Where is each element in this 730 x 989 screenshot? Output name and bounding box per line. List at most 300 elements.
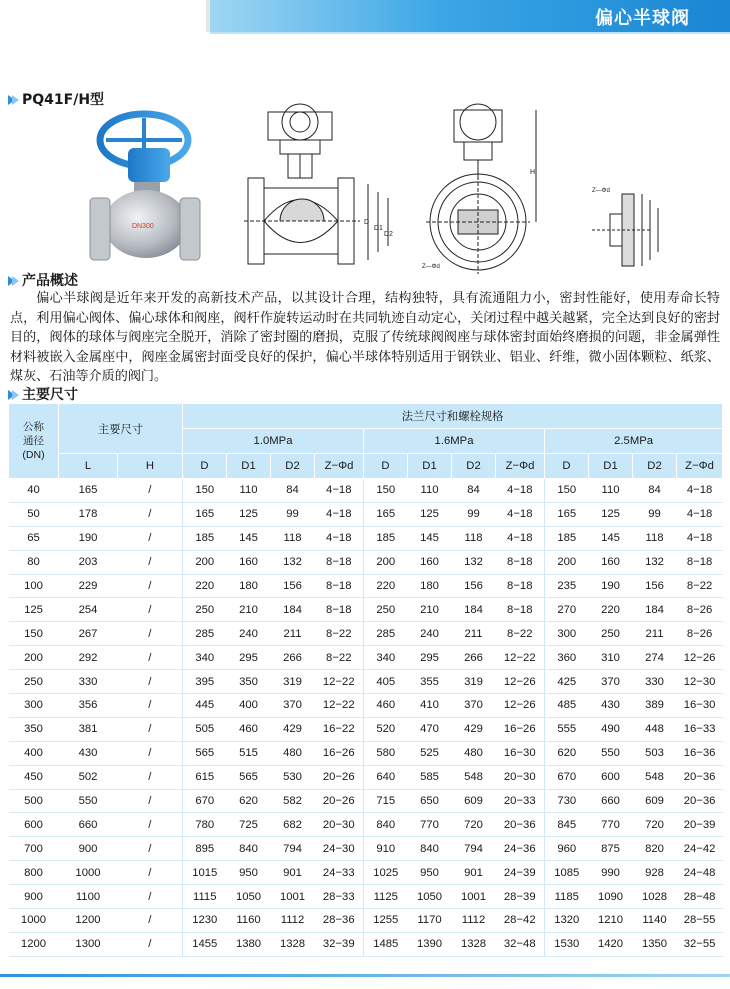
label-d2: D2	[384, 231, 393, 238]
table-cell: 1328	[271, 932, 315, 956]
table-cell: 20−36	[496, 813, 545, 837]
table-cell: 8−18	[496, 550, 545, 574]
table-cell: 20−33	[496, 789, 545, 813]
dimensions-heading	[8, 384, 78, 404]
table-cell: 165	[59, 479, 118, 503]
table-cell: 240	[227, 622, 271, 646]
table-cell: /	[118, 909, 183, 933]
table-cell: 250	[364, 598, 408, 622]
table-cell: 548	[452, 765, 496, 789]
cell-dn: 600	[9, 813, 59, 837]
table-row	[9, 646, 723, 670]
table-cell: 32−55	[677, 932, 723, 956]
table-cell: 1085	[545, 861, 589, 885]
arrow-bullet-icon	[8, 389, 19, 400]
table-cell: 682	[271, 813, 315, 837]
table-cell: 267	[59, 622, 118, 646]
table-cell: 295	[227, 646, 271, 670]
table-row	[9, 813, 723, 837]
product-photo	[84, 106, 202, 276]
table-cell: 20−30	[496, 765, 545, 789]
cell-dn: 700	[9, 837, 59, 861]
table-cell: 150	[183, 479, 227, 503]
table-cell: 220	[183, 574, 227, 598]
table-cell: 845	[545, 813, 589, 837]
table-cell: 4−18	[677, 526, 723, 550]
table-cell: 178	[59, 502, 118, 526]
table-cell: 1050	[408, 885, 452, 909]
table-cell: 389	[633, 694, 677, 718]
dimensions-heading-label: 主要尺寸	[22, 387, 78, 403]
label-flange-bolts: Z—Φd	[592, 188, 610, 194]
flange-detail-drawing	[592, 186, 680, 276]
table-cell: 110	[589, 479, 633, 503]
table-cell: 28−36	[315, 909, 364, 933]
table-cell: 160	[589, 550, 633, 574]
table-cell: 200	[364, 550, 408, 574]
table-cell: 110	[408, 479, 452, 503]
table-cell: 200	[183, 550, 227, 574]
pressure-header-2: 1.6MPa	[364, 429, 545, 454]
table-cell: 8−18	[496, 574, 545, 598]
table-cell: 520	[364, 717, 408, 741]
table-cell: 28−33	[315, 885, 364, 909]
table-cell: 730	[545, 789, 589, 813]
table-cell: 165	[183, 502, 227, 526]
table-cell: 550	[589, 741, 633, 765]
table-cell: 1390	[408, 932, 452, 956]
table-cell: 4−18	[315, 526, 364, 550]
table-cell: /	[118, 789, 183, 813]
table-cell: 1185	[545, 885, 589, 909]
footer-divider	[0, 974, 730, 977]
table-cell: 160	[408, 550, 452, 574]
table-cell: 1350	[633, 932, 677, 956]
table-cell: 8−22	[315, 622, 364, 646]
col-d2: D2	[271, 454, 315, 479]
table-cell: 460	[364, 694, 408, 718]
table-cell: 400	[227, 694, 271, 718]
table-cell: 990	[589, 861, 633, 885]
table-cell: /	[118, 479, 183, 503]
table-cell: 4−18	[496, 526, 545, 550]
table-cell: /	[118, 526, 183, 550]
table-cell: /	[118, 885, 183, 909]
table-cell: 1000	[59, 861, 118, 885]
table-cell: 650	[408, 789, 452, 813]
table-cell: 4−18	[315, 479, 364, 503]
table-cell: 410	[408, 694, 452, 718]
cell-dn: 800	[9, 861, 59, 885]
table-cell: 615	[183, 765, 227, 789]
table-cell: 210	[408, 598, 452, 622]
table-cell: 145	[408, 526, 452, 550]
table-cell: 20−30	[315, 813, 364, 837]
table-cell: 620	[227, 789, 271, 813]
table-row	[9, 622, 723, 646]
table-cell: 429	[452, 717, 496, 741]
table-cell: 794	[271, 837, 315, 861]
table-cell: 1001	[452, 885, 496, 909]
table-cell: 220	[364, 574, 408, 598]
table-cell: 1001	[271, 885, 315, 909]
table-cell: 585	[408, 765, 452, 789]
table-cell: 525	[408, 741, 452, 765]
cell-dn: 100	[9, 574, 59, 598]
table-cell: 180	[408, 574, 452, 598]
overview-heading-label: 产品概述	[22, 273, 78, 289]
table-cell: 720	[452, 813, 496, 837]
table-cell: 370	[589, 670, 633, 694]
table-cell: 8−18	[315, 598, 364, 622]
table-cell: 490	[589, 717, 633, 741]
table-cell: 340	[364, 646, 408, 670]
table-cell: 330	[633, 670, 677, 694]
table-cell: 156	[633, 574, 677, 598]
cell-dn: 40	[9, 479, 59, 503]
table-cell: 670	[545, 765, 589, 789]
table-cell: 445	[183, 694, 227, 718]
col-d: D	[183, 454, 227, 479]
table-cell: 32−48	[496, 932, 545, 956]
table-cell: 16−26	[496, 717, 545, 741]
table-cell: 660	[589, 789, 633, 813]
table-cell: 118	[452, 526, 496, 550]
table-cell: 8−18	[315, 574, 364, 598]
table-cell: 8−26	[677, 598, 723, 622]
table-cell: 770	[408, 813, 452, 837]
table-cell: 145	[589, 526, 633, 550]
table-cell: 875	[589, 837, 633, 861]
table-cell: 32−39	[315, 932, 364, 956]
table-cell: 12−22	[496, 646, 545, 670]
table-cell: 274	[633, 646, 677, 670]
table-cell: 165	[545, 502, 589, 526]
cell-dn: 125	[9, 598, 59, 622]
table-cell: 502	[59, 765, 118, 789]
table-cell: 125	[589, 502, 633, 526]
col-d: D	[364, 454, 408, 479]
table-cell: 725	[227, 813, 271, 837]
overview-text: 偏心半球阀是近年来开发的高新技术产品，以其设计合理，结构独特，具有流通阻力小，密封性能好，使用寿命长特点，利用偏心阀体、偏心球体和阀座，阀杆作旋转运动时在共同轨迹自动定心，关闭过程中越关越紧，完全达到良好的密封目的，阀体的球体与阀座完全脱开，消除了密封圈的磨损，克服了传统球阀阀座与球体密封面始终磨损的问题，非金属弹性材料被嵌入金属座中，阀座金属密封面受良好的保护，偏心半球体特别适用于钢铁业、铝业、纤维，微小固体颗粒、纸浆、煤灰、石油等介质的阀门。	[10, 291, 720, 384]
table-cell: 550	[59, 789, 118, 813]
table-cell: 185	[545, 526, 589, 550]
table-cell: 720	[633, 813, 677, 837]
table-cell: 28−55	[677, 909, 723, 933]
table-cell: 1160	[227, 909, 271, 933]
col-z: Z−Φd	[315, 454, 364, 479]
label-d: D	[364, 219, 370, 226]
table-cell: 1050	[227, 885, 271, 909]
col-l: L	[59, 454, 118, 479]
table-cell: /	[118, 550, 183, 574]
cell-dn: 500	[9, 789, 59, 813]
table-cell: 840	[364, 813, 408, 837]
table-cell: 770	[589, 813, 633, 837]
table-cell: 145	[227, 526, 271, 550]
table-row	[9, 861, 723, 885]
table-cell: 8−18	[315, 550, 364, 574]
cell-dn: 50	[9, 502, 59, 526]
table-cell: 1320	[545, 909, 589, 933]
table-cell: 1328	[452, 932, 496, 956]
table-cell: 395	[183, 670, 227, 694]
cell-dn: 1000	[9, 909, 59, 933]
table-cell: 190	[589, 574, 633, 598]
table-cell: 12−26	[677, 646, 723, 670]
table-row	[9, 932, 723, 956]
col-h: H	[118, 454, 183, 479]
table-cell: 132	[271, 550, 315, 574]
table-cell: 405	[364, 670, 408, 694]
table-cell: 211	[271, 622, 315, 646]
table-cell: 4−18	[677, 479, 723, 503]
table-cell: 4−18	[315, 502, 364, 526]
table-cell: 20−36	[677, 765, 723, 789]
table-cell: 640	[364, 765, 408, 789]
table-cell: 24−42	[677, 837, 723, 861]
table-row	[9, 670, 723, 694]
table-cell: 381	[59, 717, 118, 741]
table-cell: 820	[633, 837, 677, 861]
table-cell: 16−36	[677, 741, 723, 765]
table-cell: 300	[545, 622, 589, 646]
table-cell: 370	[452, 694, 496, 718]
table-cell: 1300	[59, 932, 118, 956]
table-cell: 1170	[408, 909, 452, 933]
table-cell: 266	[271, 646, 315, 670]
table-cell: 582	[271, 789, 315, 813]
table-cell: 505	[183, 717, 227, 741]
cell-dn: 65	[9, 526, 59, 550]
table-cell: 84	[633, 479, 677, 503]
table-cell: 600	[589, 765, 633, 789]
table-cell: 515	[227, 741, 271, 765]
table-cell: 235	[545, 574, 589, 598]
table-cell: 1015	[183, 861, 227, 885]
table-cell: 670	[183, 789, 227, 813]
label-h: H	[530, 169, 536, 176]
table-cell: 132	[633, 550, 677, 574]
table-cell: 895	[183, 837, 227, 861]
table-cell: 1380	[227, 932, 271, 956]
table-cell: 12−22	[315, 694, 364, 718]
arrow-bullet-icon	[8, 275, 19, 286]
dimension-table	[8, 403, 723, 957]
table-cell: 28−48	[677, 885, 723, 909]
table-cell: 430	[589, 694, 633, 718]
table-cell: /	[118, 598, 183, 622]
table-cell: 20−36	[677, 789, 723, 813]
table-cell: 292	[59, 646, 118, 670]
table-row	[9, 909, 723, 933]
table-cell: 1090	[589, 885, 633, 909]
table-cell: 12−30	[677, 670, 723, 694]
cell-dn: 150	[9, 622, 59, 646]
table-cell: 240	[408, 622, 452, 646]
table-cell: 165	[364, 502, 408, 526]
table-cell: 565	[227, 765, 271, 789]
table-row	[9, 885, 723, 909]
table-row	[9, 550, 723, 574]
table-cell: /	[118, 741, 183, 765]
table-cell: 28−39	[496, 885, 545, 909]
table-cell: 1100	[59, 885, 118, 909]
table-cell: 485	[545, 694, 589, 718]
table-cell: 928	[633, 861, 677, 885]
table-cell: 24−30	[315, 837, 364, 861]
table-cell: 12−26	[496, 670, 545, 694]
table-cell: 184	[452, 598, 496, 622]
table-cell: /	[118, 861, 183, 885]
table-cell: 609	[452, 789, 496, 813]
table-cell: 620	[545, 741, 589, 765]
table-cell: /	[118, 813, 183, 837]
table-cell: 125	[227, 502, 271, 526]
table-cell: 16−30	[677, 694, 723, 718]
table-cell: 8−18	[677, 550, 723, 574]
table-cell: 295	[408, 646, 452, 670]
cell-dn: 250	[9, 670, 59, 694]
table-cell: /	[118, 717, 183, 741]
table-cell: 530	[271, 765, 315, 789]
table-cell: 20−26	[315, 765, 364, 789]
table-cell: 1420	[589, 932, 633, 956]
table-cell: 1255	[364, 909, 408, 933]
table-cell: 901	[271, 861, 315, 885]
table-cell: 8−22	[677, 574, 723, 598]
table-cell: 20−39	[677, 813, 723, 837]
col-d2: D2	[633, 454, 677, 479]
cell-dn: 450	[9, 765, 59, 789]
table-cell: 229	[59, 574, 118, 598]
table-cell: 285	[364, 622, 408, 646]
table-cell: /	[118, 574, 183, 598]
table-cell: 125	[408, 502, 452, 526]
table-cell: 503	[633, 741, 677, 765]
table-cell: 565	[183, 741, 227, 765]
table-cell: 960	[545, 837, 589, 861]
table-cell: 99	[271, 502, 315, 526]
table-cell: 8−26	[677, 622, 723, 646]
model-label: PQ41F/H型	[22, 92, 105, 108]
table-cell: 220	[589, 598, 633, 622]
table-cell: 190	[59, 526, 118, 550]
table-cell: 185	[364, 526, 408, 550]
table-cell: 1028	[633, 885, 677, 909]
cell-dn: 350	[9, 717, 59, 741]
table-cell: 1530	[545, 932, 589, 956]
table-cell: 1455	[183, 932, 227, 956]
table-cell: 448	[633, 717, 677, 741]
table-cell: 211	[633, 622, 677, 646]
table-cell: 4−18	[677, 502, 723, 526]
table-row	[9, 789, 723, 813]
arrow-bullet-icon	[8, 94, 19, 105]
table-cell: 1230	[183, 909, 227, 933]
table-cell: 555	[545, 717, 589, 741]
table-cell: 1112	[271, 909, 315, 933]
col-z: Z−Φd	[677, 454, 723, 479]
table-row	[9, 837, 723, 861]
table-cell: 480	[271, 741, 315, 765]
table-cell: 1112	[452, 909, 496, 933]
table-cell: /	[118, 837, 183, 861]
table-cell: 370	[271, 694, 315, 718]
table-cell: 1125	[364, 885, 408, 909]
table-cell: 470	[408, 717, 452, 741]
pressure-header-1: 1.0MPa	[183, 429, 364, 454]
table-cell: /	[118, 670, 183, 694]
table-cell: 12−26	[496, 694, 545, 718]
page-title: 偏心半球阀	[595, 8, 690, 29]
table-cell: /	[118, 932, 183, 956]
table-cell: 1025	[364, 861, 408, 885]
table-cell: 950	[227, 861, 271, 885]
table-cell: 184	[633, 598, 677, 622]
table-cell: 184	[271, 598, 315, 622]
table-cell: /	[118, 622, 183, 646]
main-dims-header: 主要尺寸	[59, 404, 183, 454]
table-cell: 950	[408, 861, 452, 885]
table-cell: 270	[545, 598, 589, 622]
table-cell: 355	[408, 670, 452, 694]
table-cell: 8−22	[315, 646, 364, 670]
table-cell: 24−36	[496, 837, 545, 861]
table-cell: 132	[452, 550, 496, 574]
table-cell: 330	[59, 670, 118, 694]
table-cell: 254	[59, 598, 118, 622]
table-cell: 211	[452, 622, 496, 646]
table-cell: 794	[452, 837, 496, 861]
cell-dn: 300	[9, 694, 59, 718]
table-cell: 460	[227, 717, 271, 741]
dn-header: 公称 通径 (DN)	[9, 404, 59, 479]
table-cell: 319	[271, 670, 315, 694]
header-bar	[210, 0, 730, 32]
table-cell: 160	[227, 550, 271, 574]
table-body	[9, 479, 723, 957]
cell-dn: 1200	[9, 932, 59, 956]
table-cell: 901	[452, 861, 496, 885]
table-cell: 715	[364, 789, 408, 813]
table-cell: 4−18	[496, 479, 545, 503]
table-cell: 840	[408, 837, 452, 861]
col-d1: D1	[589, 454, 633, 479]
cell-dn: 900	[9, 885, 59, 909]
table-cell: 99	[452, 502, 496, 526]
table-cell: 20−26	[315, 789, 364, 813]
table-cell: /	[118, 694, 183, 718]
table-cell: 156	[452, 574, 496, 598]
table-cell: 266	[452, 646, 496, 670]
table-cell: /	[118, 646, 183, 670]
col-z: Z−Φd	[496, 454, 545, 479]
table-cell: 156	[271, 574, 315, 598]
table-cell: 840	[227, 837, 271, 861]
table-cell: 250	[183, 598, 227, 622]
table-cell: 1485	[364, 932, 408, 956]
table-row	[9, 694, 723, 718]
table-cell: 319	[452, 670, 496, 694]
table-cell: 16−30	[496, 741, 545, 765]
section-drawing-front	[240, 100, 400, 280]
table-cell: 360	[545, 646, 589, 670]
table-row	[9, 502, 723, 526]
table-cell: 110	[227, 479, 271, 503]
table-row	[9, 598, 723, 622]
table-cell: 660	[59, 813, 118, 837]
